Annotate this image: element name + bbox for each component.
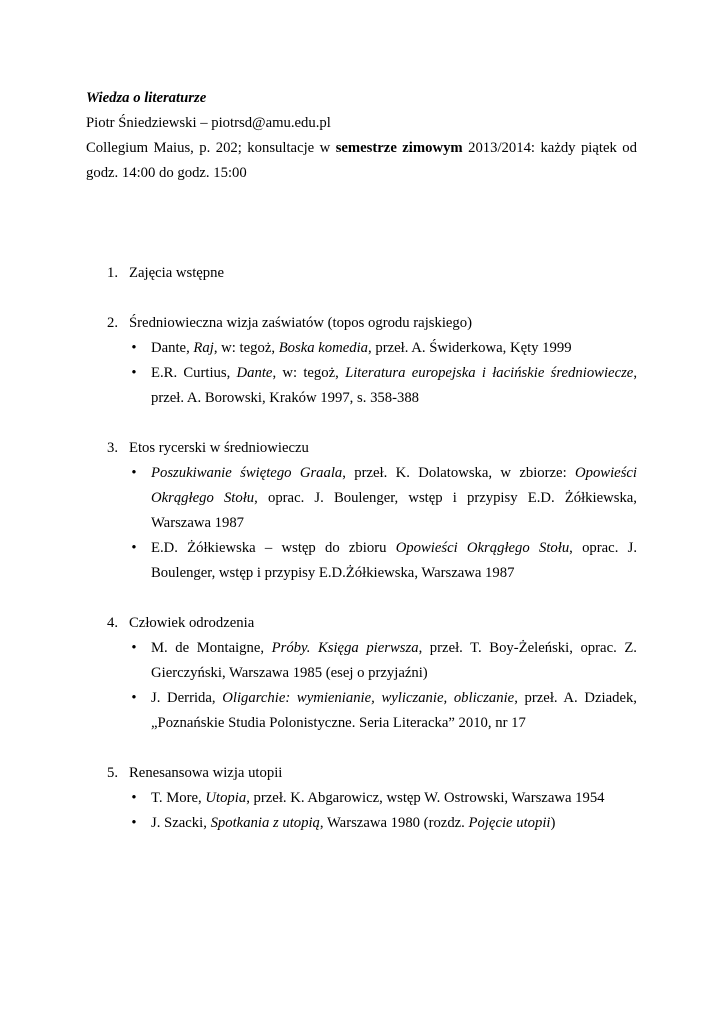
- spacer: [86, 186, 637, 261]
- list-item: • T. More, Utopia, przeł. K. Abgarowicz, wstęp W. Ostrowski, Warszawa 1954: [107, 786, 637, 811]
- office-hours-post: 2013/2014: każdy piątek od godz. 14:00 do godz. 15:00: [86, 140, 637, 181]
- section-4: [107, 611, 637, 736]
- section-5: [107, 761, 637, 836]
- bullet-icon: •: [131, 815, 137, 831]
- list-item: • M. de Montaigne, Próby. Księga pierwsza, przeł. T. Boy-Żeleński, oprac. Z. Gierczyński, Warszawa 1985 (esej o przyjaźni): [107, 636, 637, 686]
- section-title: Renesansowa wizja utopii: [129, 765, 283, 781]
- bullet-icon: •: [131, 790, 137, 806]
- office-hours-bold: semestrze zimowym: [335, 140, 463, 156]
- section-1: [107, 261, 637, 286]
- section-title: Zajęcia wstępne: [129, 265, 225, 281]
- section-heading: [107, 761, 637, 786]
- list-item: • E.D. Żółkiewska – wstęp do zbioru Opowieści Okrągłego Stołu, oprac. J. Boulenger, wstęp i przypisy E.D.Żółkiewska, Warszawa 1987: [107, 536, 637, 586]
- section-3: [107, 436, 637, 586]
- bullet-icon: •: [131, 690, 137, 706]
- list-item: • Dante, Raj, w: tegoż, Boska komedia, przeł. A. Świderkowa, Kęty 1999: [107, 336, 637, 361]
- section-title: Człowiek odrodzenia: [129, 615, 255, 631]
- instructor-line: Piotr Śniedziewski – piotrsd@amu.edu.pl: [86, 115, 331, 131]
- section-2: [107, 311, 637, 411]
- section-number: 2.: [107, 315, 119, 331]
- section-heading: [107, 611, 637, 636]
- section-heading: [107, 311, 637, 336]
- bibliography-list: [107, 336, 637, 411]
- list-item: • Poszukiwanie świętego Graala, przeł. K. Dolatowska, w zbiorze: Opowieści Okrągłego Stołu, oprac. J. Boulenger, wstęp i przypisy E.D. Żółkiewska, Warszawa 1987: [107, 461, 637, 536]
- bullet-icon: •: [131, 540, 137, 556]
- section-heading: [107, 261, 637, 286]
- section-number: 4.: [107, 615, 119, 631]
- bibliography-list: [107, 636, 637, 736]
- office-hours-pre: Collegium Maius, p. 202; konsultacje w: [86, 140, 336, 156]
- section-heading: [107, 436, 637, 461]
- document-page: [86, 86, 637, 836]
- bibliography-list: [107, 786, 637, 836]
- bullet-icon: •: [131, 640, 137, 656]
- bullet-icon: •: [131, 465, 137, 481]
- bibliography-list: [107, 461, 637, 586]
- section-number: 5.: [107, 765, 119, 781]
- section-title: Etos rycerski w średniowieczu: [129, 440, 309, 456]
- section-title: Średniowieczna wizja zaświatów (topos ogrodu rajskiego): [129, 315, 473, 331]
- list-item: • J. Derrida, Oligarchie: wymienianie, wyliczanie, obliczanie, przeł. A. Dziadek, „Poznańskie Studia Polonistyczne. Seria Literacka” 2010, nr 17: [107, 686, 637, 736]
- list-item: • J. Szacki, Spotkania z utopią, Warszawa 1980 (rozdz. Pojęcie utopii): [107, 811, 637, 836]
- section-number: 1.: [107, 265, 119, 281]
- bullet-icon: •: [131, 340, 137, 356]
- list-item: • E.R. Curtius, Dante, w: tegoż, Literatura europejska i łacińskie średniowiecze, przeł. A. Borowski, Kraków 1997, s. 358-388: [107, 361, 637, 411]
- office-hours: [86, 136, 637, 186]
- bullet-icon: •: [131, 365, 137, 381]
- course-title: Wiedza o literaturze: [86, 90, 207, 106]
- section-number: 3.: [107, 440, 119, 456]
